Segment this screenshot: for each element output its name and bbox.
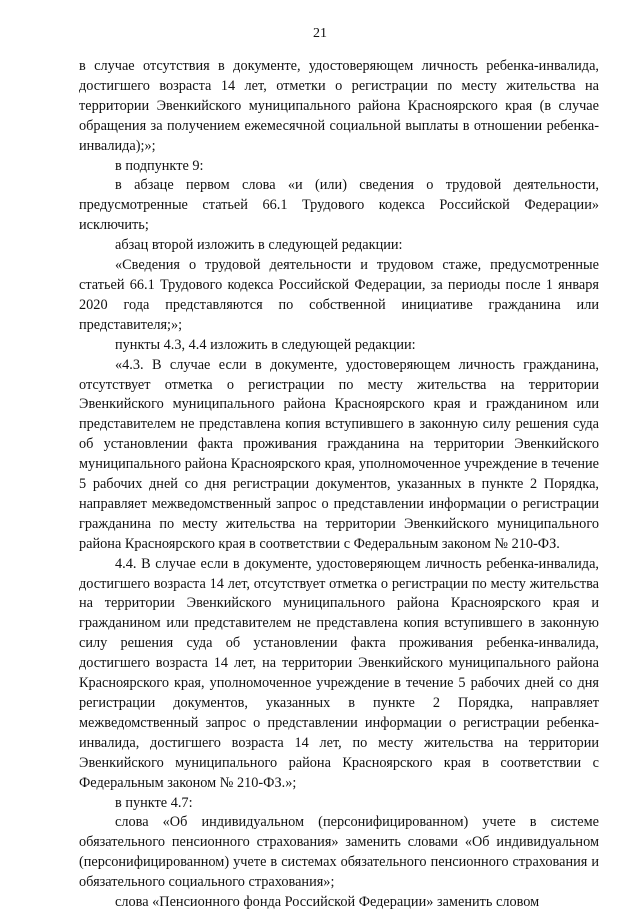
document-body [79,57,599,913]
paragraph-second-abzac-new-edition: абзац второй изложить в следующей редакции: [115,237,403,254]
paragraph-point-4-3: «4.3. В случае если в документе, удостоверяющем личность гражданина, отсутствует отметка о регистрации по месту жительства на территории Эвенкийского муниципального района Красноярского края и гражданином или представителем не представлена копия вступившего в законную силу решения суда об установлении факта проживания гражданина на территории Эвенкийского муниципального района Красноярского края, уполномоченное учреждение в течение 5 рабочих дней со дня регистрации документов, указанных в пункте 2 Порядка, направляет межведомственный запрос о представлении информации о регистрации гражданина по месту жительства на территории Эвенкийского муниципального района Красноярского края в соответствии с Федеральным законом № 210-ФЗ. [79,356,599,552]
paragraph-points-4-3-4-4: пункты 4.3, 4.4 изложить в следующей редакции: [115,336,416,353]
paragraph-point-4-4: 4.4. В случае если в документе, удостоверяющем личность ребенка-инвалида, достигшего возраста 14 лет, отсутствует отметка о регистрации по месту жительства на территории Эвенкийского муниципального района Красноярского края и гражданином или представителем не представлена копия вступившего в законную силу решения суда об установлении факта проживания ребенка-инвалида, достигшего возраста 14 лет, на территории Эвенкийского муниципального района Красноярского края, уполномоченное учреждение в течение 5 рабочих дней со дня регистрации документов, указанных в пункте 2 Порядка, направляет межведомственный запрос о представлении информации о регистрации ребенка-инвалида, достигшего возраста 14 лет, по месту жительства на территории Эвенкийского муниципального района Красноярского края в соответствии с Федеральным законом № 210-ФЗ.»; [79,555,599,791]
page-number: 21 [313,26,327,41]
paragraph-personified-accounting-words: слова «Об индивидуальном (персонифицированном) учете в системе обязательного пенсионного страхования» заменить словами «Об индивидуальном (персонифицированном) учете в системах обязательного пенсионного страхования и обязательного социального страхования»; [79,814,599,891]
paragraph-pension-fund-words: слова «Пенсионного фонда Российской Федерации» заменить словом [115,894,540,911]
paragraph-first-abzac-exclude: в абзаце первом слова «и (или) сведения о трудовой деятельности, предусмотренные статьей 66.1 Трудового кодекса Российской Федерации» исключить; [79,177,599,234]
paragraph-absence-of-registration-mark: в случае отсутствия в документе, удостоверяющем личность ребенка-инвалида, достигшего возраста 14 лет, отметки о регистрации по месту жительства на территории Эвенкийского муниципального района Красноярского края (в случае обращения за получением ежемесячной социальной выплаты в отношении ребенка-инвалида);»; [79,58,599,154]
paragraph-point-4-7: в пункте 4.7: [115,794,193,811]
paragraph-subparagraph-9: в подпункте 9: [115,157,204,174]
paragraph-labor-activity-info: «Сведения о трудовой деятельности и трудовом стаже, предусмотренные статьей 66.1 Трудового кодекса Российской Федерации, за периоды после 1 января 2020 года представляются по собственной инициативе гражданина или представителя;»; [79,257,599,333]
